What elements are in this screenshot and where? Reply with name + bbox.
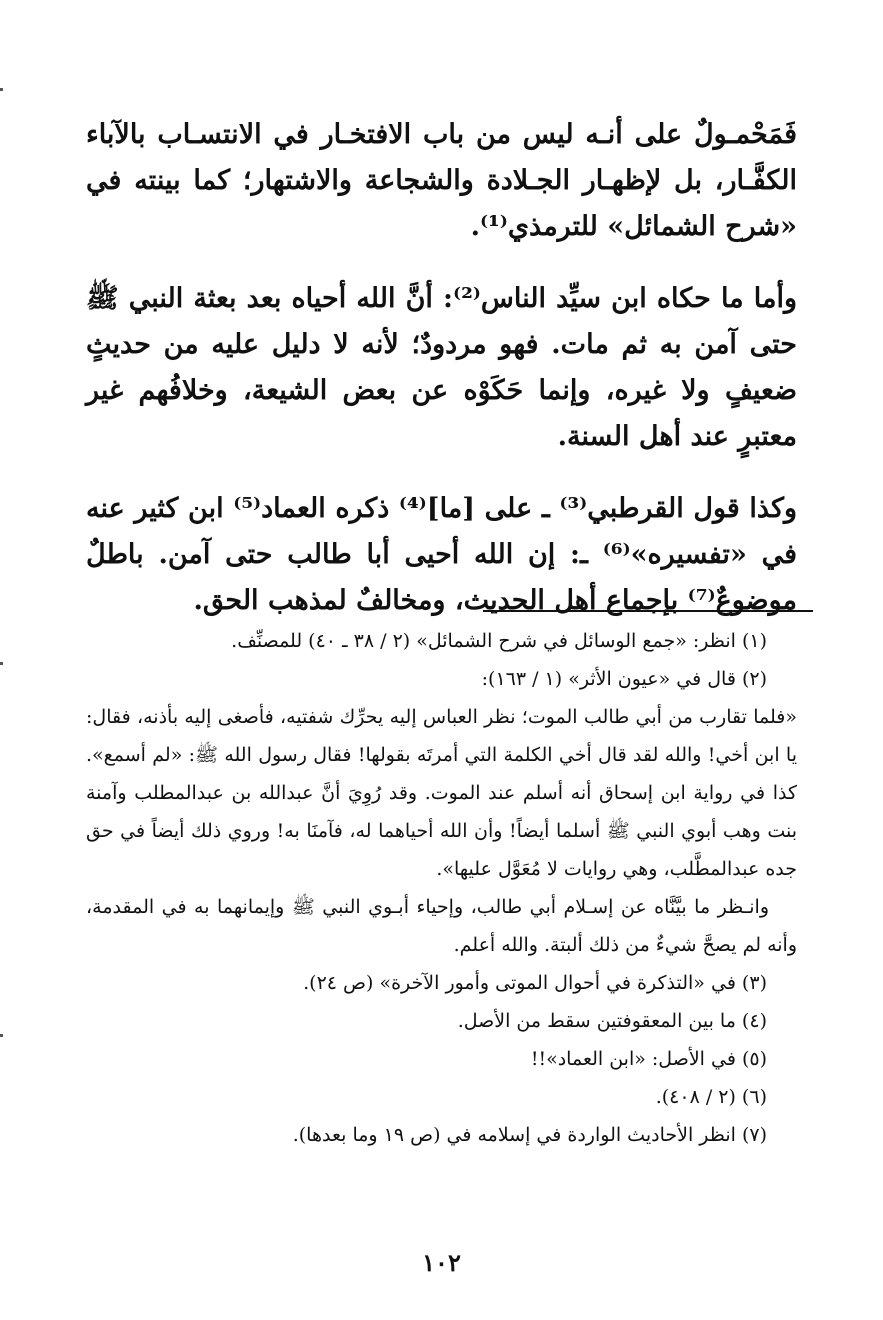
footnotes-section — [86, 622, 797, 1154]
footnote-6: (٦) (٢ / ٤٠٨). — [655, 1086, 767, 1108]
footnote-2-quote: «فلما تقارب من أبي طالب الموت؛ نظر العباس إليه يحرِّك شفتيه، فأصغى إليه بأذنه، فقال: يا ابن أخي! والله لقد قال أخي الكلمة التي أمرتَه بقولها! فقال رسول الله ﷺ: «لم أسمع». كذا في رواية ابن إسحاق أنه أسلم عند الموت. وقد رُوِيَ أنَّ عبدالله بن عبدالمطلب وآمنة بنت وهب أبوي النبي ﷺ أسلما أيضاً! وأن الله أحياهما له، فآمنَا به! وروي ذلك أيضاً في حق جده عبدالمطَّلب، وهي روايات لا مُعَوَّل عليها». — [86, 706, 797, 880]
footnote-5: (٥) في الأصل: «ابن العماد»!! — [530, 1048, 767, 1070]
margin-mark — [0, 1034, 3, 1037]
body-paragraph: وأما ما حكاه ابن سيِّد الناس⁽²⁾: أنَّ الله أحياه بعد بعثة النبي ﷺ حتى آمن به ثم مات. فهو مردودٌ؛ لأنه لا دليل عليه من حديثٍ ضعيفٍ ولا غيره، وإنما حَكَوْه عن بعض الشيعة، وخلافُهم غير معتبرٍ عند أهل السنة. — [86, 283, 797, 452]
margin-mark — [0, 88, 3, 91]
footnote-separator-rule — [483, 610, 813, 612]
body-paragraph: وكذا قول القرطبي⁽³⁾ ـ على [ما]⁽⁴⁾ ذكره العماد⁽⁵⁾ ابن كثير عنه في «تفسيره»⁽⁶⁾ ـ: إن الله أحيى أبا طالب حتى آمن. باطلٌ موضوعٌ⁽⁷⁾ بإجماع أهل الحديث، ومخالفٌ لمذهب الحق. — [86, 493, 797, 616]
footnote-2: (٢) قال في «عيون الأثر» (١ / ١٦٣): — [481, 668, 767, 690]
body-paragraph: فَمَحْمـولٌ على أنـه ليس من باب الافتخـار في الانتسـاب بالآباء الكفَّـار، بل لإظهـار الجـلادة والشجاعة والاشتهار؛ كما بينته في «شرح الشمائل» للترمذي⁽¹⁾. — [86, 119, 797, 242]
page-number: ١٠٢ — [422, 1248, 461, 1277]
footnote-7: (٧) انظر الأحاديث الواردة في إسلامه في (ص ١٩ وما بعدها). — [292, 1124, 767, 1146]
margin-mark — [0, 662, 3, 665]
footnote-4: (٤) ما بين المعقوفتين سقط من الأصل. — [457, 1010, 767, 1032]
footnote-1: (١) انظر: «جمع الوسائل في شرح الشمائل» (٢ / ٣٨ ـ ٤٠) للمصنِّف. — [231, 630, 767, 652]
main-body-text — [86, 112, 797, 650]
footnote-3: (٣) في «التذكرة في أحوال الموتى وأمور الآخرة» (ص ٢٤). — [303, 972, 767, 994]
footnote-2-note: وانـظر ما بيَّنَّاه عن إسـلام أبي طالب، وإحياء أبـوي النبي ﷺ وإيمانهما به في المقدمة، وأنه لم يصحَّ شيءٌ من ذلك ألبتة. والله أعلم. — [86, 896, 797, 956]
